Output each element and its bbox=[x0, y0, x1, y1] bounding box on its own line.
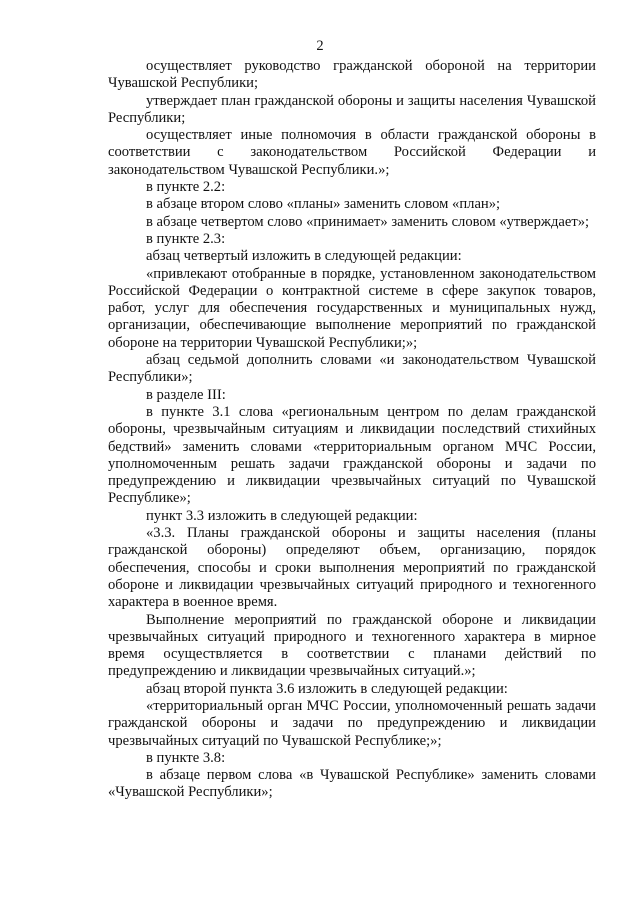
paragraph: абзац второй пункта 3.6 изложить в следующей редакции: bbox=[146, 680, 508, 697]
document-body bbox=[108, 58, 596, 802]
paragraph: в абзаце первом слова «в Чувашской Республике» заменить словами «Чувашской Республики»; bbox=[108, 767, 596, 801]
page-number: 2 bbox=[316, 38, 324, 54]
paragraph: в разделе III: bbox=[146, 386, 226, 403]
paragraph: осуществляет иные полномочия в области гражданской обороны в соответствии с законодательством Российской Федерации и законодательством Чувашской Республики.»; bbox=[108, 127, 596, 178]
paragraph: Выполнение мероприятий по гражданской обороне и ликвидации чрезвычайных ситуаций природного и техногенного характера в мирное время осуществляется в соответствии с планами действий по предупреждению и ликвидации чрезвычайных ситуаций.»; bbox=[108, 611, 596, 680]
paragraph: «территориальный орган МЧС России, уполномоченный решать задачи гражданской обороны и задачи по предупреждению и ликвидации чрезвычайных ситуаций по Чувашской Республике;»; bbox=[108, 697, 596, 749]
paragraph: осуществляет руководство гражданской обороной на территории Чувашской Республики; bbox=[108, 58, 596, 92]
paragraph: «привлекают отобранные в порядке, установленном законодательством Российской Федерации о контрактной системе в сфере закупок товаров, работ, услуг для обеспечения государственных и муниципальных нужд, организации, обеспечивающие выполнение мероприятий по гражданской обороне на территории Чувашской Республики;»; bbox=[108, 265, 596, 351]
paragraph: в абзаце четвертом слово «принимает» заменить словом «утверждает»; bbox=[146, 213, 590, 230]
paragraph: абзац четвертый изложить в следующей редакции: bbox=[146, 248, 462, 265]
paragraph: в пункте 3.8: bbox=[146, 749, 226, 766]
paragraph: утверждает план гражданской обороны и защиты населения Чувашской Республики; bbox=[108, 92, 596, 126]
paragraph: в абзаце втором слово «планы» заменить словом «план»; bbox=[146, 196, 501, 213]
paragraph: пункт 3.3 изложить в следующей редакции: bbox=[146, 507, 418, 524]
paragraph: в пункте 2.3: bbox=[146, 230, 226, 247]
paragraph: «3.3. Планы гражданской обороны и защиты населения (планы гражданской обороны) определяют объем, организацию, порядок обеспечения, способы и сроки выполнения мероприятий по гражданской обороне и ликвидации чрезвычайных ситуаций природного и техногенного характера в военное время. bbox=[108, 525, 596, 611]
paragraph: абзац седьмой дополнить словами «и законодательством Чувашской Республики»; bbox=[108, 352, 596, 386]
paragraph: в пункте 3.1 слова «региональным центром по делам гражданской обороны, чрезвычайным ситуациям и ликвидации последствий стихийных бедствий» заменить словами «территориальным органом МЧС России, уполномоченным решать задачи гражданской обороны и задачи по предупреждению и ликвидации чрезвычайных ситуаций по Чувашской Республике»; bbox=[108, 403, 596, 507]
paragraph: в пункте 2.2: bbox=[146, 179, 226, 196]
